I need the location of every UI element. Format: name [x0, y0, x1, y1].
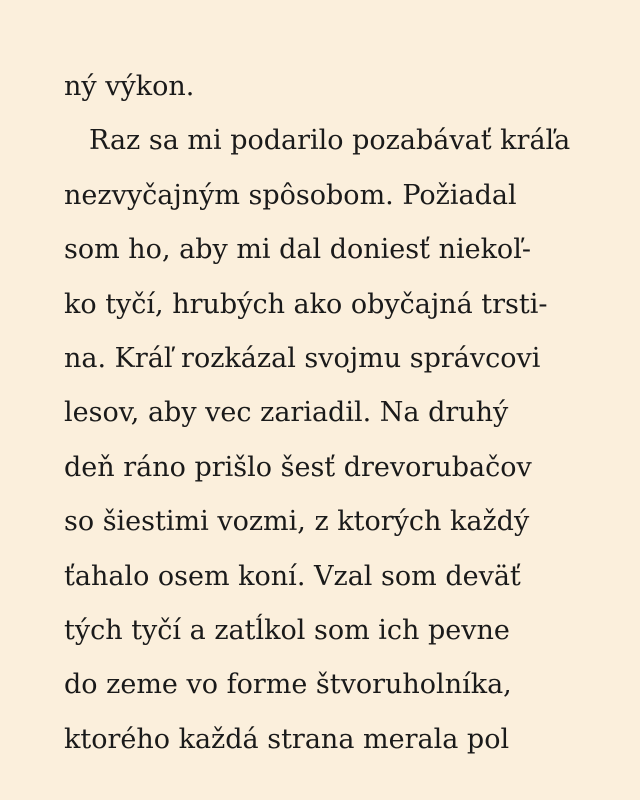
text-line: do zeme vo forme štvoruholníka,	[64, 669, 512, 701]
text-line: ktorého každá strana merala pol	[64, 723, 510, 755]
text-line: Raz sa mi podarilo pozabávať kráľa	[89, 125, 571, 157]
text-line: na. Kráľ rozkázal svojmu správcovi	[64, 342, 541, 374]
text-line: som ho, aby mi dal doniesť niekoľ-	[64, 234, 531, 266]
text-line: lesov, aby vec zariadil. Na druhý	[64, 397, 509, 429]
body-text	[64, 60, 584, 767]
text-line: nezvyčajným spôsobom. Požiadal	[64, 179, 517, 211]
text-line: deň ráno prišlo šesť drevorubačov	[64, 451, 532, 483]
text-line: ko tyčí, hrubých ako obyčajná trsti-	[64, 288, 548, 320]
text-line: ný výkon.	[64, 71, 195, 102]
text-line: so šiestimi vozmi, z ktorých každý	[64, 506, 530, 538]
text-line: ťahalo osem koní. Vzal som deväť	[64, 560, 521, 592]
text-line: tých tyčí a zatĺkol som ich pevne	[64, 614, 510, 646]
